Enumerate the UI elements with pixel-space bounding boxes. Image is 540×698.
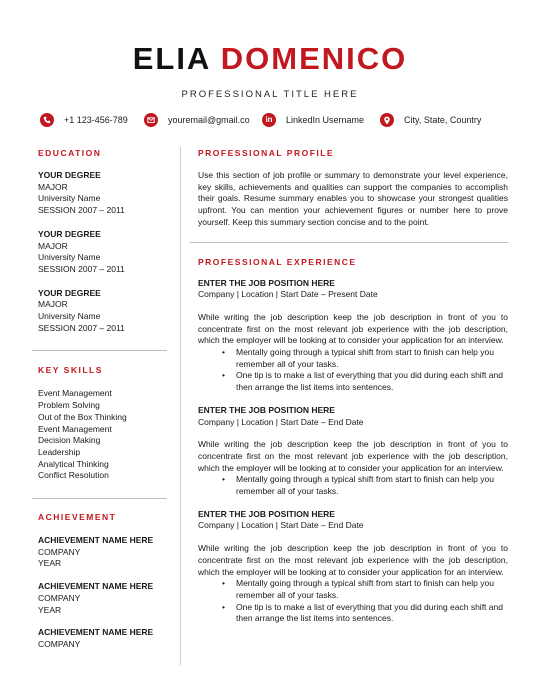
skill-item: Decision Making (38, 435, 101, 446)
bullet-item: • Mentally going through a typical shift from start to finish can help you remember all of your tasks. (198, 578, 508, 601)
skills-section (32, 364, 167, 482)
education-entry (38, 170, 167, 217)
bullet-item: • One tip is to make a list of everything that you did during each shift and then arrange the list items into sentences. (198, 370, 508, 393)
university-name: University Name (38, 311, 101, 322)
contact-location (380, 111, 481, 129)
major: MAJOR (38, 299, 68, 310)
education-entry (38, 288, 167, 335)
skill-item: Event Management (38, 388, 112, 399)
job-bullets (198, 474, 508, 497)
phone-number: +1 123-456-789 (64, 115, 128, 125)
achievement-year: YEAR (38, 558, 62, 569)
achievement-name: ACHIEVEMENT NAME HERE (38, 535, 154, 546)
skill-item: Out of the Box Thinking (38, 411, 127, 422)
achievement-section (32, 511, 167, 651)
achievement-heading: ACHIEVEMENT (38, 512, 117, 523)
education-section (32, 147, 167, 334)
contact-row (0, 111, 540, 129)
education-entry (38, 229, 167, 276)
contact-linkedin (262, 111, 364, 129)
job-entry (198, 405, 508, 498)
experience-section (190, 256, 508, 626)
achievement-company: COMPANY (38, 592, 81, 603)
contact-phone (40, 111, 128, 129)
degree: YOUR DEGREE (38, 228, 101, 239)
degree: YOUR DEGREE (38, 170, 101, 180)
skill-item: Event Management (38, 423, 112, 434)
phone-icon (40, 113, 54, 127)
job-description: While writing the job description keep the job description in front of you to concentrate first on the most relevant job experience with the job description, which the employer will be looking at to consider your application for an interview. (198, 311, 508, 346)
education-heading: EDUCATION (38, 148, 102, 158)
achievement-entry (38, 535, 167, 570)
session: SESSION 2007 – 2011 (38, 263, 125, 274)
achievement-year: YEAR (38, 604, 62, 615)
email-address[interactable]: youremail@gmail.co (168, 115, 250, 125)
job-description: While writing the job description keep the job description in front of you to concentrate first on the most relevant job experience with the job description, which the employer will be looking at to consider your application for an interview. (198, 543, 508, 577)
skill-item: Analytical Thinking (38, 458, 109, 469)
job-entry (198, 509, 508, 625)
section-divider (32, 350, 167, 351)
professional-title: PROFESSIONAL TITLE HERE (181, 89, 359, 100)
major: MAJOR (38, 181, 68, 192)
achievement-entry (38, 581, 167, 616)
linkedin-icon: in (262, 113, 276, 127)
last-name: DOMENICO (220, 41, 408, 76)
first-name: ELIA (132, 41, 211, 76)
skill-item: Leadership (38, 446, 81, 457)
session: SESSION 2007 – 2011 (38, 205, 125, 216)
achievement-name: ACHIEVEMENT NAME HERE (38, 627, 154, 638)
right-column (190, 147, 508, 625)
location-text: City, State, Country (404, 115, 482, 125)
section-divider (32, 498, 167, 499)
job-title: ENTER THE JOB POSITION HERE (198, 404, 335, 415)
column-divider (180, 147, 181, 665)
job-description: While writing the job description keep the job description in front of you to concentrate first on the most relevant job experience with the job description, which the employer will be looking at to consider your application for an interview. (198, 439, 508, 473)
profile-heading: PROFESSIONAL PROFILE (198, 148, 335, 158)
linkedin-username[interactable]: LinkedIn Username (286, 115, 365, 125)
skill-item: Problem Solving (38, 400, 100, 411)
skills-heading: KEY SKILLS (38, 365, 103, 376)
experience-heading: PROFESSIONAL EXPERIENCE (198, 256, 357, 267)
session: SESSION 2007 – 2011 (38, 322, 125, 333)
job-bullets (198, 347, 508, 394)
major: MAJOR (38, 240, 68, 251)
contact-email (144, 111, 250, 129)
location-pin-icon (380, 113, 394, 127)
achievement-name: ACHIEVEMENT NAME HERE (38, 581, 154, 592)
achievement-company: COMPANY (38, 546, 81, 557)
job-entry (198, 278, 508, 394)
achievement-company: COMPANY (38, 638, 81, 649)
profile-section (190, 147, 508, 229)
bullet-item: • Mentally going through a typical shift from start to finish can help you remember all of your tasks. (198, 347, 508, 370)
job-title: ENTER THE JOB POSITION HERE (198, 277, 335, 288)
candidate-name (0, 40, 540, 78)
university-name: University Name (38, 193, 101, 204)
job-title: ENTER THE JOB POSITION HERE (198, 508, 335, 519)
left-column (32, 147, 167, 651)
job-meta: Company | Location | Start Date – End Date (198, 416, 364, 427)
achievement-entry (38, 627, 167, 650)
bullet-item: • One tip is to make a list of everything that you did during each shift and then arrange the list items into sentences. (198, 602, 508, 625)
job-meta: Company | Location | Start Date – End Date (198, 520, 364, 531)
job-bullets (198, 578, 508, 625)
section-divider (190, 242, 508, 243)
job-meta: Company | Location | Start Date – Present Date (198, 289, 378, 300)
email-icon (144, 113, 158, 127)
skill-item: Conflict Resolution (38, 470, 109, 481)
profile-summary: Use this section of job profile or summary to demonstrate your level experience, key skills, achievements and qualities can support the companies to accomplish their goals. Resume summary enables you to showcase your strongest qualities upfront. You can mention your achievement figures or number here to prove yourself. Keep this summary section concise and to the point. (198, 170, 508, 227)
bullet-item: • Mentally going through a typical shift from start to finish can help you remember all of your tasks. (198, 474, 508, 497)
university-name: University Name (38, 252, 101, 263)
degree: YOUR DEGREE (38, 287, 101, 298)
